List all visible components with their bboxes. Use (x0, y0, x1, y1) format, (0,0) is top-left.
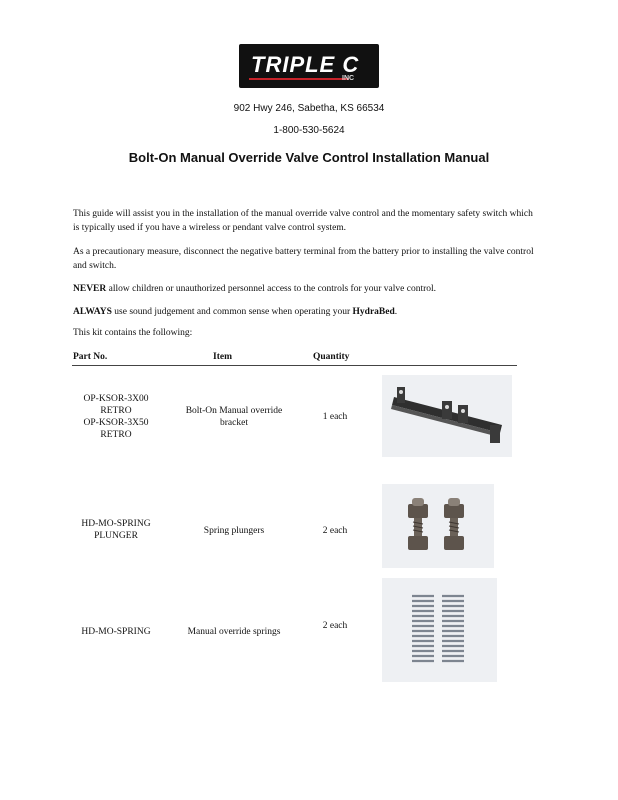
logo-text: TRIPLE C (251, 52, 360, 77)
row-1-item-line: Bolt-On Manual override (185, 406, 283, 416)
column-header-quantity: Quantity (313, 352, 350, 362)
warning-always (73, 306, 541, 320)
column-header-part-no: Part No. (73, 352, 108, 362)
row-3-part-line: HD-MO-SPRING (81, 627, 151, 637)
bracket-image (382, 375, 512, 457)
company-address: 902 Hwy 246, Sabetha, KS 66534 (233, 103, 385, 114)
row-2-part-no (72, 519, 160, 543)
row-1-item-line: bracket (220, 417, 248, 428)
spring-icon (382, 578, 497, 682)
warning-never-text: allow children or unauthorized personnel access to the controls for your valve control. (106, 284, 437, 294)
warning-always-label: ALWAYS (73, 307, 112, 317)
bracket-icon (382, 375, 512, 457)
brand-name: HydraBed (352, 307, 395, 317)
column-header-item: Item (213, 352, 232, 362)
spring-image (382, 578, 497, 682)
warning-always-end: . (394, 307, 398, 317)
row-1-part-line: RETRO (100, 405, 132, 416)
row-2-item (166, 526, 302, 538)
document-title: Bolt-On Manual Override Valve Control Installation Manual (128, 150, 490, 165)
spring-plunger-icon (382, 484, 494, 568)
row-3-part-no (72, 627, 160, 639)
kit-contents-intro: This kit contains the following: (73, 328, 193, 338)
intro-paragraph-1: This guide will assist you in the installation of the manual override valve control and the momentary safety switch which is typically used if you have a wireless or pendant valve control system. (73, 209, 533, 233)
warning-never-label: NEVER (73, 284, 107, 294)
company-logo (239, 44, 379, 88)
logo-inc: INC (342, 75, 355, 82)
row-3-item (166, 627, 302, 639)
row-1-part-line: RETRO (100, 429, 132, 440)
table-header-rule (72, 365, 517, 366)
row-3-item-line: Manual override springs (187, 627, 281, 637)
row-3-quantity: 2 each (322, 621, 348, 631)
row-2-quantity: 2 each (322, 526, 348, 536)
row-1-part-line: OP-KSOR-3X50 (83, 417, 149, 428)
row-1-quantity: 1 each (322, 412, 348, 422)
row-1-part-line: OP-KSOR-3X00 (83, 394, 149, 404)
warning-always-text: use sound judgement and common sense when operating your (111, 307, 353, 317)
row-2-part-line: PLUNGER (94, 530, 138, 541)
row-2-item-line: Spring plungers (203, 526, 265, 536)
intro-paragraph-2: As a precautionary measure, disconnect the negative battery terminal from the battery prior to installing the valve control and switch. (73, 247, 534, 271)
company-phone: 1-800-530-5624 (273, 125, 345, 136)
row-1-item (166, 406, 302, 430)
row-2-part-line: HD-MO-SPRING (81, 519, 151, 529)
row-1-part-no (72, 394, 160, 442)
spring-plunger-image (382, 484, 494, 568)
warning-never (73, 283, 541, 297)
logo-underline (249, 78, 349, 80)
